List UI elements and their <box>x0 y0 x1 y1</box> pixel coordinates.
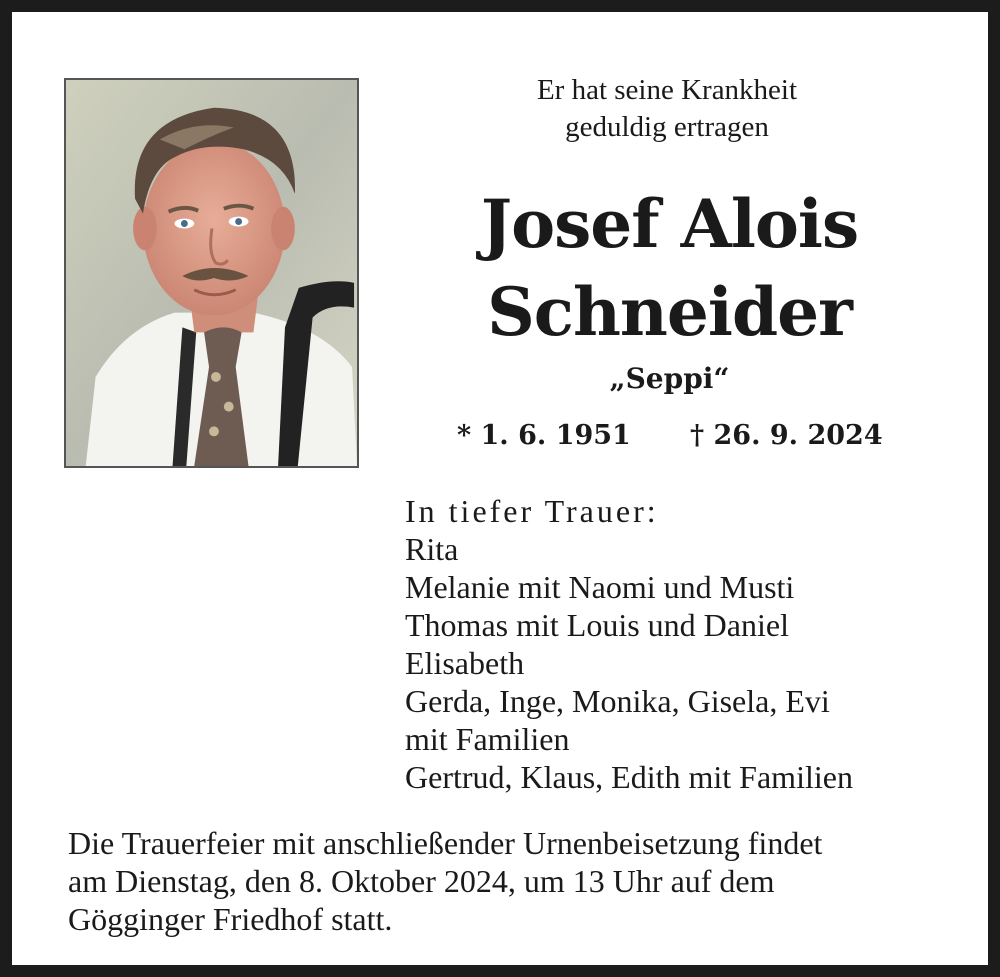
pupil-right <box>235 218 242 225</box>
mourners-list <box>405 492 853 796</box>
mourner-line: mit Familien <box>405 721 570 757</box>
deceased-name <box>432 180 907 356</box>
face <box>143 141 285 315</box>
name-line-2: Schneider <box>487 273 852 351</box>
nickname: „Seppi“ <box>609 362 730 395</box>
death-date: † 26. 9. 2024 <box>690 420 883 451</box>
mourner-line: Gerda, Inge, Monika, Gisela, Evi <box>405 683 830 719</box>
tie-pattern <box>224 402 234 412</box>
mourner-line: Elisabeth <box>405 645 525 681</box>
ceremony-line: Die Trauerfeier mit anschließender Urnenbeisetzung findet <box>68 825 823 861</box>
motto <box>452 72 882 146</box>
ear-left <box>133 207 157 251</box>
motto-line-2: geduldig ertragen <box>565 111 769 143</box>
ceremony-line: Gögginger Friedhof statt. <box>68 901 393 937</box>
mourners-heading: In tiefer Trauer: <box>405 493 659 529</box>
tie-pattern <box>211 372 221 382</box>
mourner-line: Rita <box>405 531 459 567</box>
mourner-line: Melanie mit Naomi und Musti <box>405 569 795 605</box>
ear-right <box>271 207 295 251</box>
portrait-illustration <box>66 80 357 466</box>
birth-date: * 1. 6. 1951 <box>457 420 631 451</box>
pupil-left <box>181 220 188 227</box>
name-line-1: Josef Alois <box>480 185 859 263</box>
mourner-line: Thomas mit Louis und Daniel <box>405 607 789 643</box>
mourner-line: Gertrud, Klaus, Edith mit Familien <box>405 759 853 795</box>
motto-line-1: Er hat seine Krankheit <box>536 74 798 106</box>
ceremony-notice <box>68 824 968 938</box>
tie-pattern <box>209 426 219 436</box>
ceremony-line: am Dienstag, den 8. Oktober 2024, um 13 Uhr auf dem <box>68 863 775 899</box>
portrait-photo <box>64 78 359 468</box>
